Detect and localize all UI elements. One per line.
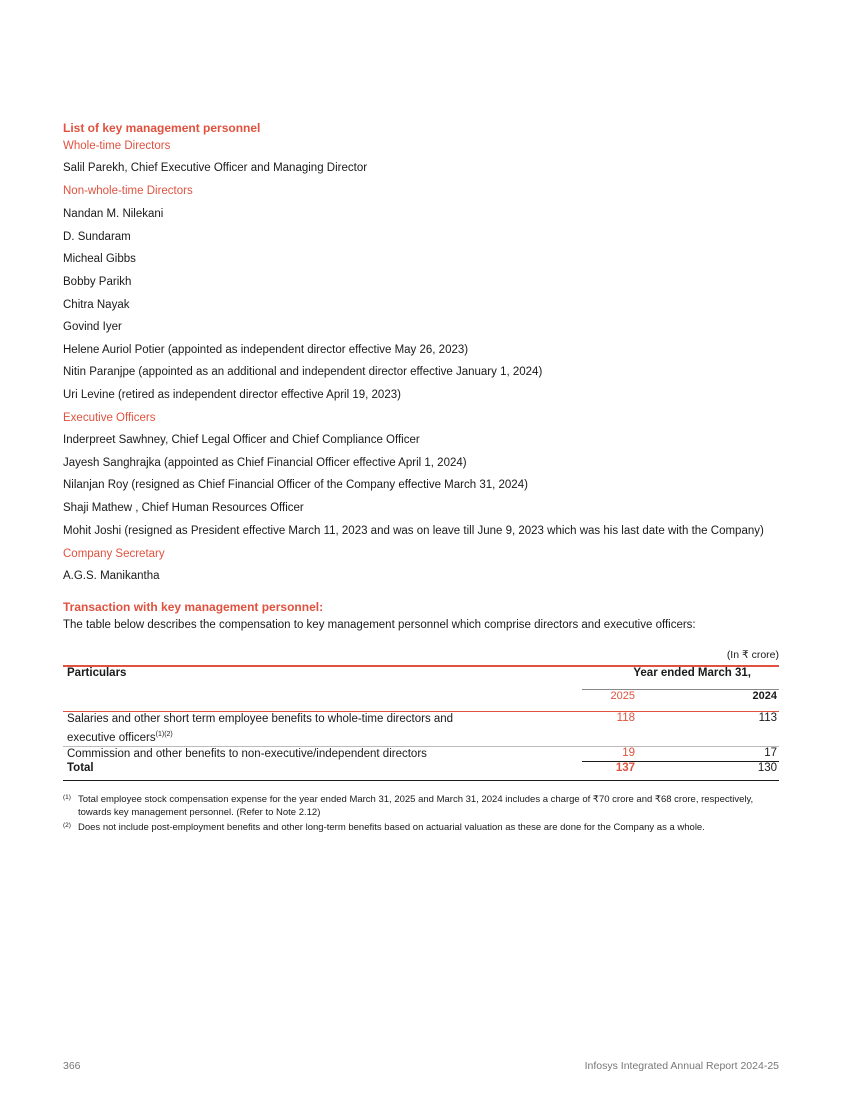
footnote-2 xyxy=(63,821,779,834)
compensation-table xyxy=(63,665,779,781)
total-2024: 130 xyxy=(697,762,779,781)
table-row xyxy=(63,712,779,747)
row-label: Commission and other benefits to non-executive/independent directors xyxy=(67,747,427,760)
footnote-text xyxy=(63,793,779,819)
col-year-2024: 2024 xyxy=(697,690,779,712)
report-title: Infosys Integrated Annual Report 2024-25 xyxy=(584,1060,779,1072)
kmp-entry: Nitin Paranjpe (appointed as an additional and independent director effective January 1, 2024) xyxy=(63,366,543,378)
kmp-entry: A.G.S. Manikantha xyxy=(63,570,160,582)
footnote-line: Total employee stock compensation expense for the year ended March 31, 2025 and March 31, 2024 includes a charge of ₹70 crore and ₹68 crore, respectively, xyxy=(78,794,754,805)
table-row xyxy=(63,746,779,762)
row-label xyxy=(63,712,582,747)
kmp-entry: Uri Levine (retired as independent director effective April 19, 2023) xyxy=(63,389,401,401)
footnote-1 xyxy=(63,793,779,819)
kmp-heading: List of key management personnel xyxy=(63,121,261,135)
footnote-ref: (1)(2) xyxy=(155,731,173,738)
col-year-2025: 2025 xyxy=(582,690,697,712)
col-year-ended xyxy=(582,666,779,690)
executive-officers-label: Executive Officers xyxy=(63,412,156,424)
non-whole-time-directors-label: Non-whole-time Directors xyxy=(63,185,193,197)
company-secretary-label: Company Secretary xyxy=(63,548,165,560)
page-number: 366 xyxy=(63,1060,81,1072)
footnote-mark: (2) xyxy=(63,822,71,829)
kmp-entry: Shaji Mathew , Chief Human Resources Officer xyxy=(63,502,304,514)
footnote-mark: (1) xyxy=(63,794,71,801)
kmp-entry: Jayesh Sanghrajka (appointed as Chief Financial Officer effective April 1, 2024) xyxy=(63,457,467,469)
table-total-row xyxy=(63,762,779,781)
currency-unit: (In ₹ crore) xyxy=(726,649,779,661)
whole-time-directors-label: Whole-time Directors xyxy=(63,140,171,152)
table-header-row xyxy=(63,666,779,690)
kmp-entry: Micheal Gibbs xyxy=(63,253,136,265)
kmp-entry: Nandan M. Nilekani xyxy=(63,208,164,220)
kmp-entry: Helene Auriol Potier (appointed as independent director effective May 26, 2023) xyxy=(63,344,469,356)
row-label-line: executive officers xyxy=(67,731,156,744)
kmp-entry: Bobby Parikh xyxy=(63,276,132,288)
total-label: Total xyxy=(63,762,582,781)
table-years-row xyxy=(63,690,779,712)
value-2024: 17 xyxy=(764,746,777,759)
kmp-entry: Inderpreet Sawhney, Chief Legal Officer and Chief Compliance Officer xyxy=(63,434,420,446)
value-2025: 118 xyxy=(582,712,697,747)
value-2024: 113 xyxy=(697,712,779,747)
row-label-line: Salaries and other short term employee benefits to whole-time directors and xyxy=(67,713,454,725)
footnote-line: towards key management personnel. (Refer to Note 2.12) xyxy=(78,807,321,818)
kmp-entry: Mohit Joshi (resigned as President effective March 11, 2023 and was on leave till June 9, 2023 which was his last date with the Company) xyxy=(63,525,764,537)
transaction-heading: Transaction with key management personnel: xyxy=(63,600,324,614)
col-particulars: Particulars xyxy=(63,666,582,690)
transaction-intro: The table below describes the compensation to key management personnel which comprise directors and executive officers: xyxy=(63,619,696,631)
kmp-entry: Chitra Nayak xyxy=(63,299,130,311)
footnote-text: Does not include post-employment benefits and other long-term benefits based on actuarial valuation as these are done for the Company as a whole. xyxy=(78,822,705,833)
kmp-entry: Govind Iyer xyxy=(63,321,122,333)
total-2025: 137 xyxy=(582,762,697,781)
value-2025: 19 xyxy=(622,746,635,759)
kmp-entry: Nilanjan Roy (resigned as Chief Financial Officer of the Company effective March 31, 2024) xyxy=(63,479,528,491)
kmp-entry: Salil Parekh, Chief Executive Officer and Managing Director xyxy=(63,162,368,174)
kmp-entry: D. Sundaram xyxy=(63,231,131,243)
col-year-ended-label: Year ended March 31, xyxy=(633,667,751,679)
